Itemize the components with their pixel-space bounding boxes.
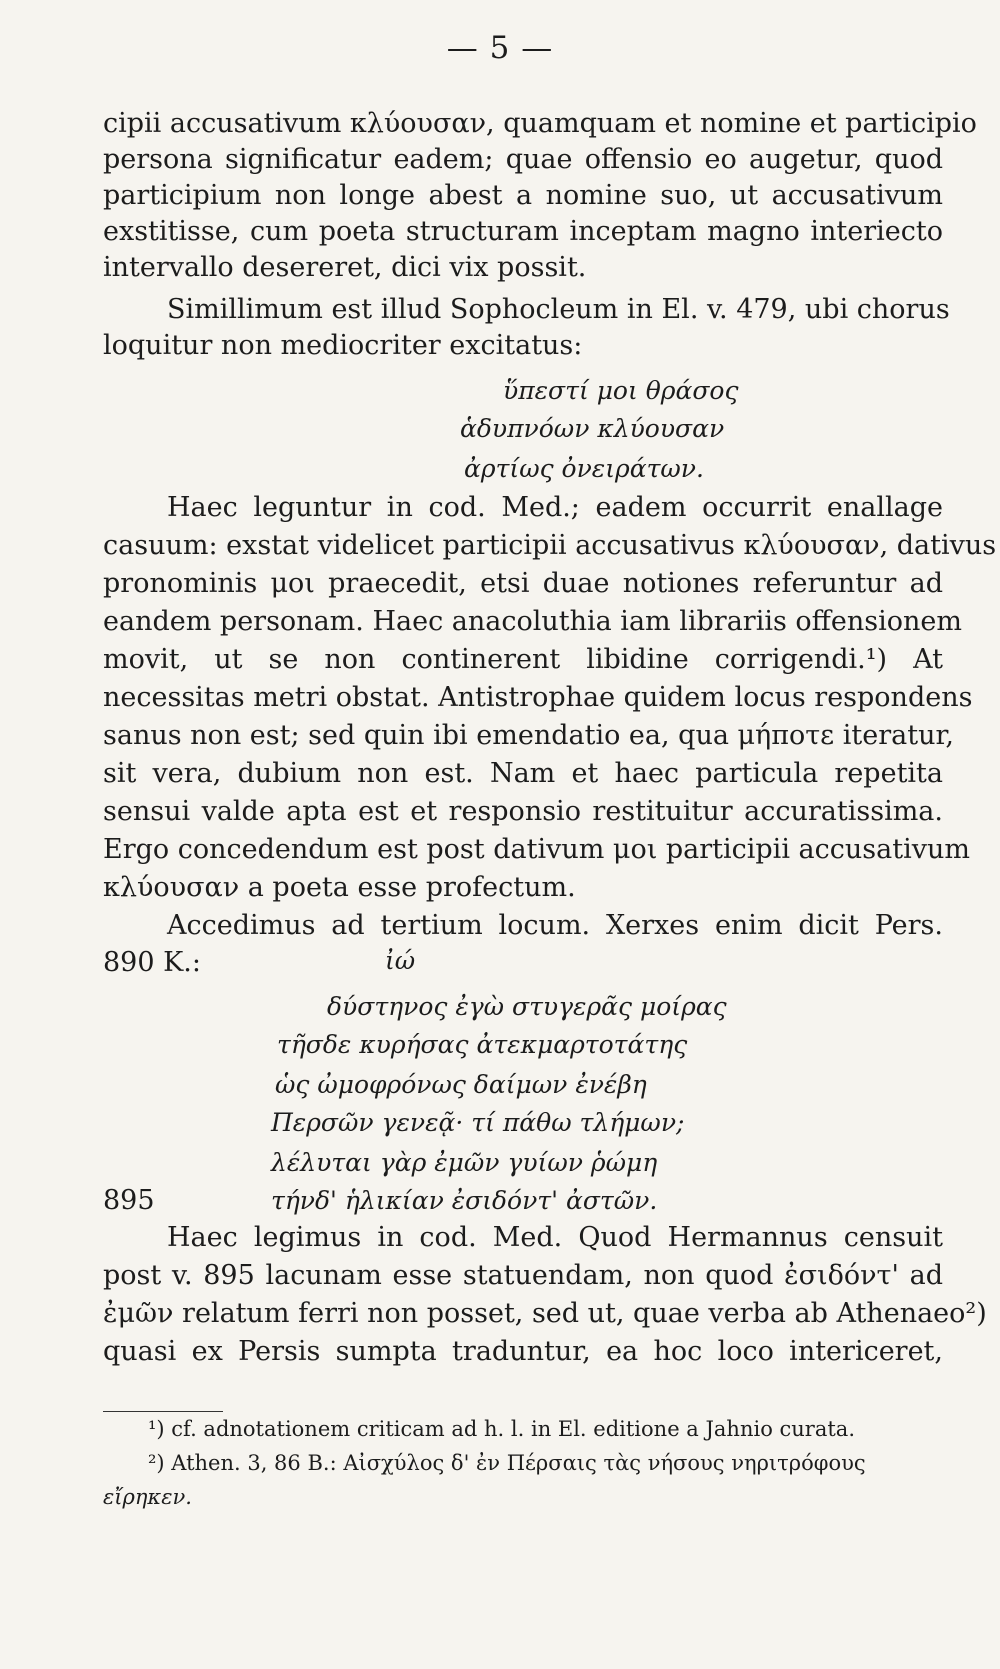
text-line: cipii accusativum κλύουσαν, quamquam et nomine et participio (103, 108, 977, 139)
text-line: participium non longe abest a nomine suo, ut accusativum (103, 180, 943, 211)
verse-line: δύστηνος ἐγὼ στυγερᾶς μοίρας (327, 992, 727, 1021)
text-line: movit, ut se non continerent libidine corrigendi.¹) At (103, 644, 943, 675)
verse-line: τήνδ' ἡλικίαν ἐσιδόντ' ἀστῶν. (271, 1186, 658, 1215)
verse-number: 895 (103, 1185, 155, 1216)
text-line: persona significatur eadem; quae offensio eo augetur, quod (103, 144, 943, 175)
text-line: post v. 895 lacunam esse statuendam, non quod ἐσιδόντ' ad (103, 1260, 943, 1291)
verse-line: Περσῶν γενεᾷ· τί πάθω τλήμων; (271, 1108, 685, 1137)
text-line: sensui valde apta est et responsio restituitur accuratissima. (103, 796, 943, 827)
text-line: necessitas metri obstat. Antistrophae quidem locus respondens (103, 682, 973, 713)
page-number: — 5 — (446, 30, 554, 66)
text-line: pronominis μοι praecedit, etsi duae notiones referuntur ad (103, 568, 943, 599)
text-line: casuum: exstat videlicet participii accusativus κλύουσαν, dativus (103, 530, 997, 561)
verse-line: ἁδυπνόων κλύουσαν (460, 414, 725, 443)
text-line: Accedimus ad tertium locum. Xerxes enim dicit Pers. (167, 910, 943, 941)
text-line: sit vera, dubium non est. Nam et haec particula repetita (103, 758, 943, 789)
text-line: κλύουσαν a poeta esse profectum. (103, 872, 576, 903)
text-line: loquitur non mediocriter excitatus: (103, 330, 583, 361)
footnote: ²) Athen. 3, 86 B.: Αἰσχύλος δ' ἐν Πέρσαις τὰς νήσους νηριτρόφους (148, 1451, 866, 1475)
verse-line: ἰώ (385, 946, 416, 975)
verse-line: τῆσδε κυρήσας ἀτεκμαρτοτάτης (277, 1030, 688, 1059)
text-line: Simillimum est illud Sophocleum in El. v. 479, ubi chorus (167, 294, 950, 325)
text-line: eandem personam. Haec anacoluthia iam librariis offensionem (103, 606, 962, 637)
verse-line: λέλυται γὰρ ἐμῶν γυίων ῥώμη (271, 1148, 658, 1177)
verse-line: ὡς ὠμοφρόνως δαίμων ἐνέβη (275, 1070, 647, 1099)
text-line: exstitisse, cum poeta structuram inceptam magno interiecto (103, 216, 943, 247)
footnote-continuation: εἴρηκεν. (103, 1485, 192, 1509)
text-line: Haec legimus in cod. Med. Quod Hermannus censuit (167, 1222, 943, 1253)
text-line: Haec leguntur in cod. Med.; eadem occurrit enallage (167, 492, 943, 523)
verse-reference: 890 K.: (103, 947, 201, 978)
verse-line: ὕπεστί μοι θράσος (503, 376, 739, 405)
text-line: ἐμῶν relatum ferri non posset, sed ut, quae verba ab Athenaeo²) (103, 1298, 987, 1329)
footnote-divider (103, 1411, 223, 1412)
footnote: ¹) cf. adnotationem criticam ad h. l. in El. editione a Jahnio curata. (148, 1417, 855, 1441)
text-line: intervallo desereret, dici vix possit. (103, 252, 587, 283)
text-line: quasi ex Persis sumpta traduntur, ea hoc loco intericeret, (103, 1336, 943, 1367)
verse-line: ἀρτίως ὀνειράτων. (464, 454, 704, 483)
text-line: Ergo concedendum est post dativum μοι participii accusativum (103, 834, 970, 865)
text-line: sanus non est; sed quin ibi emendatio ea, qua μήποτε iteratur, (103, 720, 954, 751)
